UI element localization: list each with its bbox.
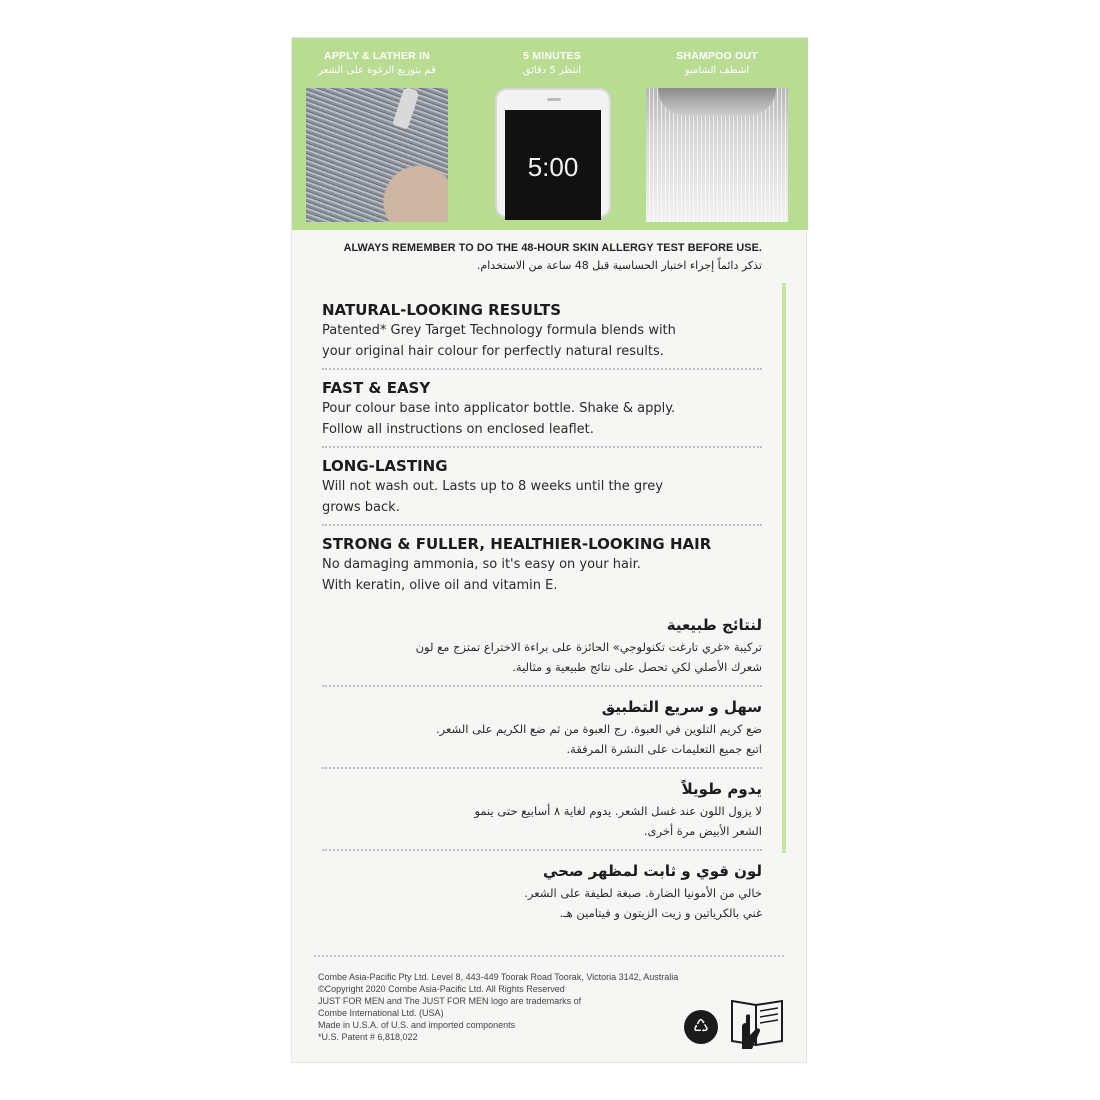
section-title: FAST & EASY [322, 379, 431, 397]
section-line: With keratin, olive oil and vitamin E. [322, 578, 558, 593]
section-line-ar: شعرك الأصلي لكي تحصل على نتائج طبيعية و مثالية. [512, 660, 762, 674]
phone-timer-image [481, 88, 623, 222]
section-line: Follow all instructions on enclosed leaflet. [322, 422, 594, 437]
step-rinse [642, 38, 792, 230]
legal-line: Combe International Ltd. (USA) [318, 1008, 444, 1018]
grey-hair-image [306, 88, 448, 222]
step-title-ar: اشطف الشامبو [684, 65, 750, 76]
section-long-lasting-ar [322, 777, 762, 841]
section-title-ar: لون قوي و ثابت لمظهر صحي [542, 862, 762, 880]
legal-line: *U.S. Patent # 6,818,022 [318, 1032, 418, 1042]
step-apply [302, 38, 452, 230]
section-strong-ar [322, 859, 762, 923]
shower-image [646, 88, 788, 222]
english-sections [322, 300, 762, 596]
divider [322, 767, 762, 769]
section-title: STRONG & FULLER, HEALTHIER-LOOKING HAIR [322, 535, 712, 553]
section-line-ar: تركيبة «غري تارغت تكنولوجي» الحائزة على براءة الاختراع تمتزج مع لون [415, 640, 762, 654]
section-line-ar: خالي من الأمونيا الضارة. صبغة لطيفة على الشعر. [524, 886, 762, 900]
legal-line: JUST FOR MEN and The JUST FOR MEN logo are trademarks of [318, 996, 582, 1006]
arabic-sections [322, 613, 762, 923]
legal-line: Combe Asia-Pacific Pty Ltd. Level 8, 443-449 Toorak Road Toorak, Victoria 3142, Australia [318, 972, 679, 982]
section-line: Pour colour base into applicator bottle. Shake & apply. [322, 401, 676, 416]
step-title: 5 MINUTES [523, 50, 581, 62]
step-title: APPLY & LATHER IN [324, 50, 430, 62]
section-title-ar: سهل و سريع التطبيق [601, 698, 762, 716]
section-line: Patented* Grey Target Technology formula blends with [322, 323, 676, 338]
legal-line: ©Copyright 2020 Combe Asia-Pacific Ltd. All Rights Reserved [318, 984, 565, 994]
accent-line [782, 283, 786, 853]
read-leaflet-icon [728, 995, 786, 1049]
section-line: Will not wash out. Lasts up to 8 weeks until the grey [322, 479, 663, 494]
section-fast-ar [322, 695, 762, 759]
timer-readout: 5:00 [527, 152, 579, 182]
divider [322, 368, 762, 370]
steps-panel [292, 38, 808, 230]
section-line-ar: اتبع جميع التعليمات على النشرة المرفقة. [566, 742, 762, 756]
product-box-back [291, 37, 807, 1063]
section-line-ar: غني بالكرياتين و زيت الزيتون و فيتامين هـ. [559, 906, 762, 920]
section-line: your original hair colour for perfectly natural results. [322, 344, 664, 359]
step-title: SHAMPOO OUT [676, 50, 758, 62]
section-title: LONG-LASTING [322, 457, 448, 475]
section-strong [322, 534, 762, 596]
divider [322, 685, 762, 687]
recycle-icon: ♺ [684, 1010, 718, 1044]
section-title: NATURAL-LOOKING RESULTS [322, 301, 562, 319]
shower-head-icon [658, 88, 776, 116]
divider [322, 446, 762, 448]
divider [322, 524, 762, 526]
section-line-ar: لا يزول اللون عند غسل الشعر. يدوم لغاية ٨ أسابيع حتى ينمو [474, 804, 762, 818]
section-line: grows back. [322, 500, 400, 515]
section-line-ar: الشعر الأبيض مرة أخرى. [643, 824, 762, 838]
section-natural [322, 300, 762, 362]
section-line: No damaging ammonia, so it's easy on your hair. [322, 557, 641, 572]
section-line-ar: ضع كريم التلوين في العبوة. رج العبوة من ثم ضع الكريم على الشعر. [435, 722, 762, 736]
section-fast [322, 378, 762, 440]
step-title-ar: قم بتوزيع الرغوة على الشعر [318, 65, 436, 76]
divider [322, 849, 762, 851]
step-title-ar: انتظر 5 دقائق [522, 65, 582, 76]
section-title-ar: لنتائج طبيعية [666, 616, 762, 634]
allergy-warning: ALWAYS REMEMBER TO DO THE 48-HOUR SKIN ALLERGY TEST BEFORE USE. [343, 242, 762, 254]
section-long-lasting [322, 456, 762, 518]
phone-icon [495, 88, 611, 218]
divider [314, 955, 784, 957]
section-title-ar: يدوم طويلاً [681, 780, 762, 798]
section-natural-ar [322, 613, 762, 677]
step-wait [477, 38, 627, 230]
allergy-warning-ar: تذكر دائماً إجراء اختبار الحساسية قبل 48 ساعة من الاستخدام. [476, 259, 762, 272]
legal-line: Made in U.S.A. of U.S. and imported components [318, 1020, 516, 1030]
